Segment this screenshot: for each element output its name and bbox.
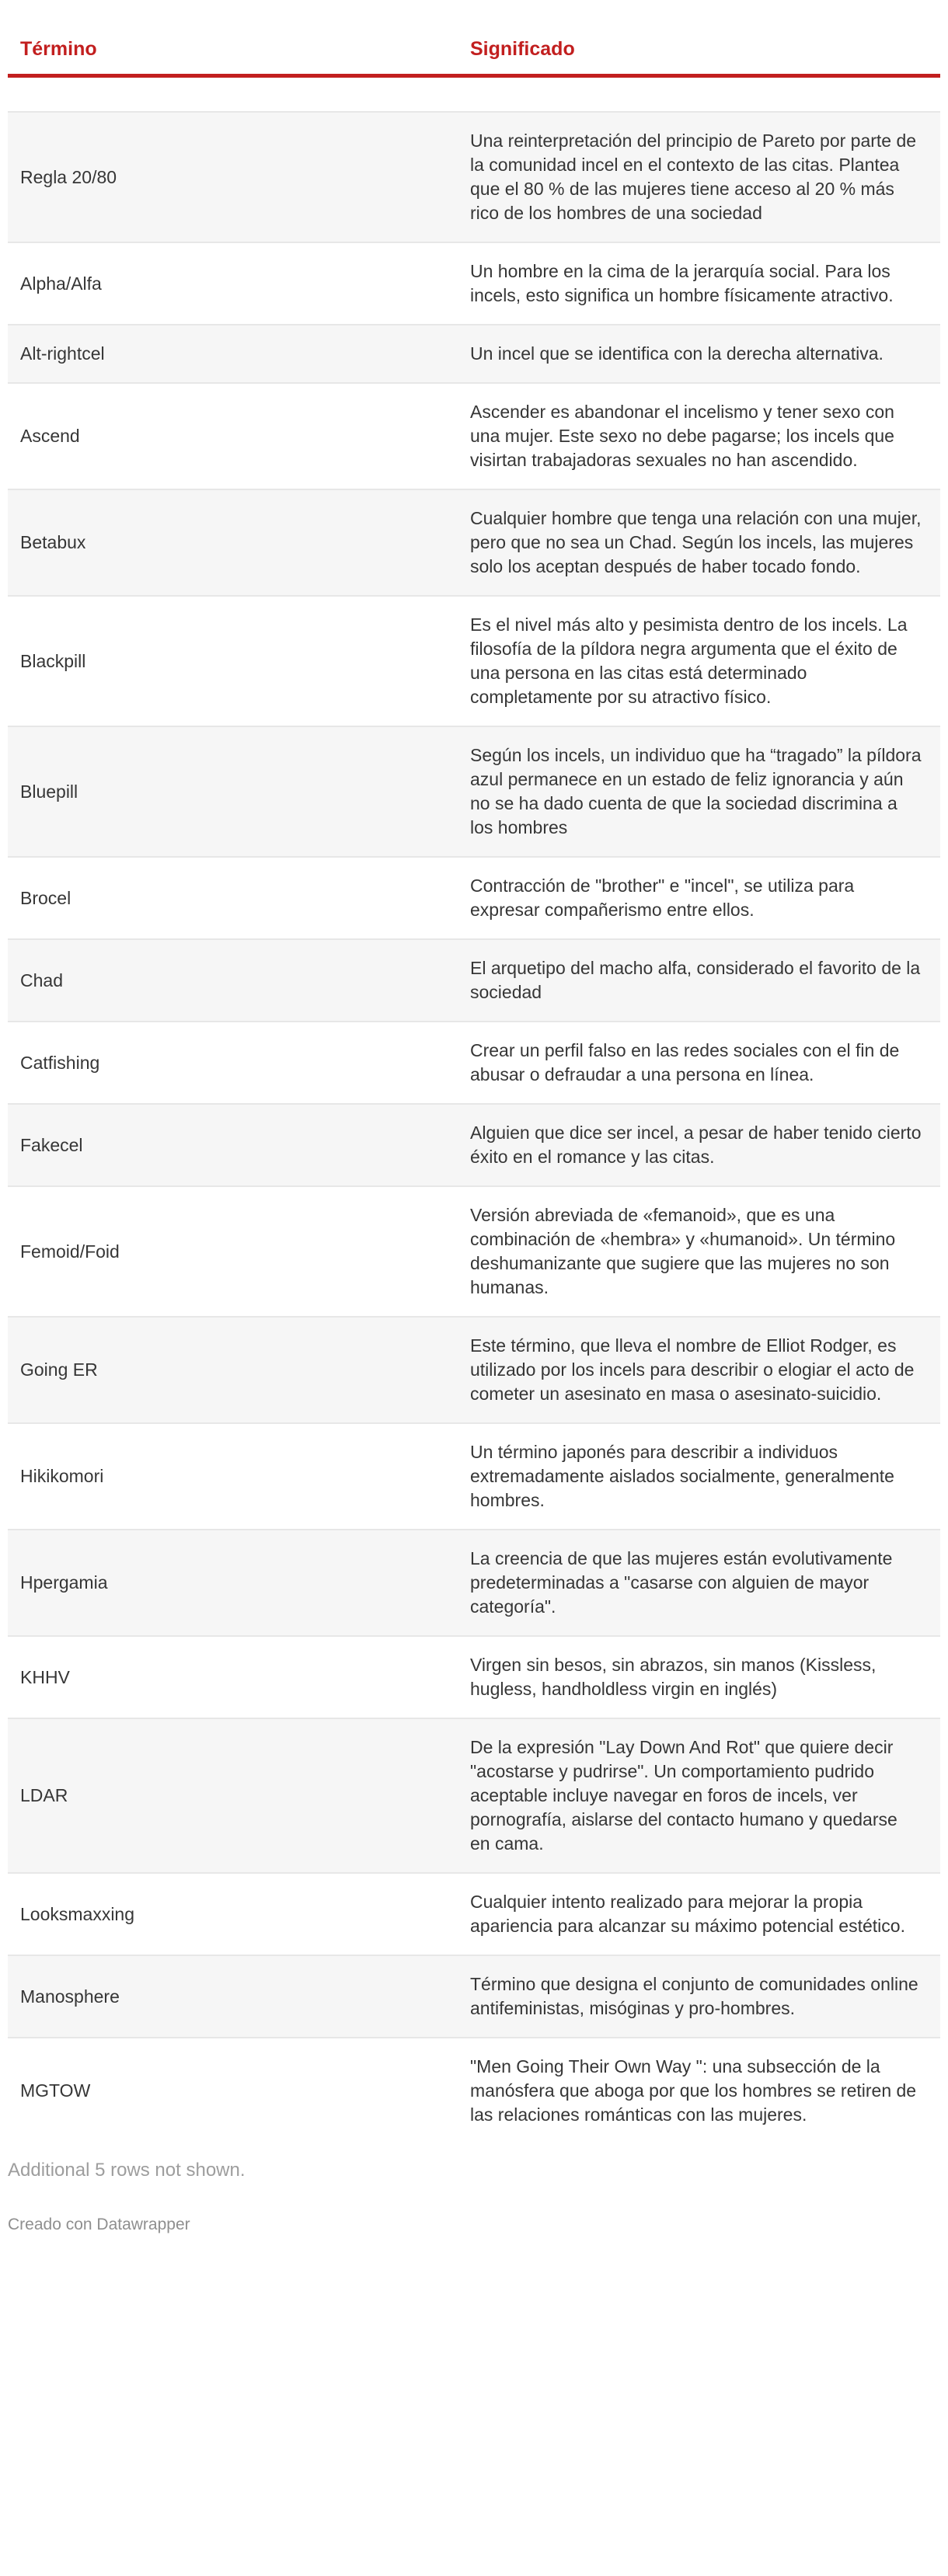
- term-cell: Chad: [20, 969, 63, 990]
- term-cell: Regla 20/80: [20, 166, 117, 187]
- term-cell: Bluepill: [20, 781, 78, 802]
- table-row: [8, 1021, 940, 1103]
- table-row: [8, 1316, 940, 1422]
- term-cell: Brocel: [20, 887, 71, 908]
- meaning-cell: El arquetipo del macho alfa, considerado el favorito de la sociedad: [470, 958, 921, 1002]
- meaning-cell: Un término japonés para describir a individuos extremadamente aislados socialmente, generalmente hombres.: [470, 1442, 894, 1510]
- term-cell: Catfishing: [20, 1052, 100, 1073]
- meaning-cell: Término que designa el conjunto de comunidades online antifeministas, misóginas y pro-hombres.: [470, 1974, 918, 2018]
- glossary-table: [8, 0, 940, 2143]
- term-cell: Hpergamia: [20, 1572, 108, 1593]
- meaning-cell: "Men Going Their Own Way ": una subsección de la manósfera que aboga por que los hombres se retiren de las relaciones románticas con las mujeres.: [470, 2056, 917, 2125]
- table-row: [8, 1872, 940, 1955]
- table-row: [8, 1529, 940, 1635]
- term-cell: Manosphere: [20, 1986, 120, 2007]
- table-row: [8, 856, 940, 938]
- term-cell: KHHV: [20, 1666, 70, 1687]
- meaning-cell: Es el nivel más alto y pesimista dentro de los incels. La filosofía de la píldora negra argumenta que el éxito de una persona en las citas está determinado completamente por su atractivo físico.: [470, 614, 908, 707]
- table-header-row: [8, 0, 940, 78]
- term-cell: Betabux: [20, 532, 86, 552]
- term-cell: LDAR: [20, 1785, 68, 1805]
- column-header-termino: Término: [20, 38, 97, 60]
- meaning-cell: Contracción de "brother" e "incel", se utiliza para expresar compañerismo entre ellos.: [470, 875, 855, 920]
- meaning-cell: Este término, que lleva el nombre de Elliot Rodger, es utilizado por los incels para describir o elogiar el acto de cometer un asesinato en masa o asesinato-suicidio.: [470, 1335, 915, 1404]
- table-row: [8, 1955, 940, 2037]
- table-row: [8, 382, 940, 489]
- meaning-cell: Un incel que se identifica con la derecha alternativa.: [470, 343, 884, 364]
- table-row: [8, 595, 940, 726]
- meaning-cell: Crear un perfil falso en las redes sociales con el fin de abusar o defraudar a una persona en línea.: [470, 1040, 900, 1084]
- term-cell: Ascend: [20, 426, 80, 446]
- meaning-cell: Cualquier intento realizado para mejorar la propia apariencia para alcanzar su máximo potencial estético.: [470, 1892, 905, 1936]
- rows-not-shown-note: Additional 5 rows not shown.: [8, 2160, 246, 2181]
- table-row: [8, 2037, 940, 2143]
- table-row: [8, 1422, 940, 1529]
- term-cell: Going ER: [20, 1359, 98, 1380]
- table-body: [8, 111, 940, 2143]
- meaning-cell: Una reinterpretación del principio de Pareto por parte de la comunidad incel en el contexto de las citas. Plantea que el 80 % de las mujeres tiene acceso al 20 % más rico de los hombres de una sociedad: [470, 131, 917, 223]
- meaning-cell: Alguien que dice ser incel, a pesar de haber tenido cierto éxito en el romance y las citas.: [470, 1123, 922, 1167]
- table-row: [8, 324, 940, 382]
- meaning-cell: Virgen sin besos, sin abrazos, sin manos (Kissless, hugless, handholdless virgin en inglés): [470, 1655, 877, 1699]
- meaning-cell: Según los incels, un individuo que ha “tragado” la píldora azul permanece en un estado de feliz ignorancia y aún no se ha dado cuenta de que la sociedad discrimina a los hombres: [470, 745, 922, 837]
- table-row: [8, 1635, 940, 1718]
- term-cell: Femoid/Foid: [20, 1241, 120, 1262]
- table-row: [8, 242, 940, 324]
- term-cell: Alpha/Alfa: [20, 273, 102, 294]
- table-row: [8, 938, 940, 1021]
- term-cell: Alt-rightcel: [20, 343, 105, 364]
- table-row: [8, 1718, 940, 1872]
- table-row: [8, 1185, 940, 1316]
- meaning-cell: Cualquier hombre que tenga una relación con una mujer, pero que no sea un Chad. Según los incels, las mujeres solo los aceptan después de haber tocado fondo.: [470, 508, 922, 576]
- datawrapper-credit-link[interactable]: Creado con Datawrapper: [8, 2216, 190, 2233]
- term-cell: Looksmaxxing: [20, 1903, 135, 1924]
- meaning-cell: La creencia de que las mujeres están evolutivamente predeterminadas a "casarse con alguien de mayor categoría".: [470, 1548, 893, 1617]
- meaning-cell: Versión abreviada de «femanoid», que es una combinación de «hembra» y «humanoid». Un término deshumanizante que sugiere que las mujeres no son humanas.: [470, 1205, 896, 1297]
- table-row: [8, 1103, 940, 1185]
- meaning-cell: Un hombre en la cima de la jerarquía social. Para los incels, esto significa un hombre físicamente atractivo.: [470, 261, 894, 305]
- table-row: [8, 489, 940, 595]
- term-cell: Fakecel: [20, 1134, 83, 1155]
- table-row: [8, 726, 940, 856]
- term-cell: MGTOW: [20, 2080, 91, 2101]
- table-row: [8, 111, 940, 242]
- term-cell: Blackpill: [20, 650, 86, 671]
- term-cell: Hikikomori: [20, 1466, 104, 1486]
- meaning-cell: Ascender es abandonar el incelismo y tener sexo con una mujer. Este sexo no debe pagarse; los incels que visirtan trabajadoras sexuales no han ascendido.: [470, 402, 894, 470]
- column-header-significado: Significado: [470, 38, 575, 60]
- meaning-cell: De la expresión "Lay Down And Rot" que quiere decir "acostarse y pudrirse". Un comportamiento pudrido aceptable incluye navegar en foros de incels, ver pornografía, aislarse del contacto humano y quedarse en cama.: [470, 1737, 897, 1854]
